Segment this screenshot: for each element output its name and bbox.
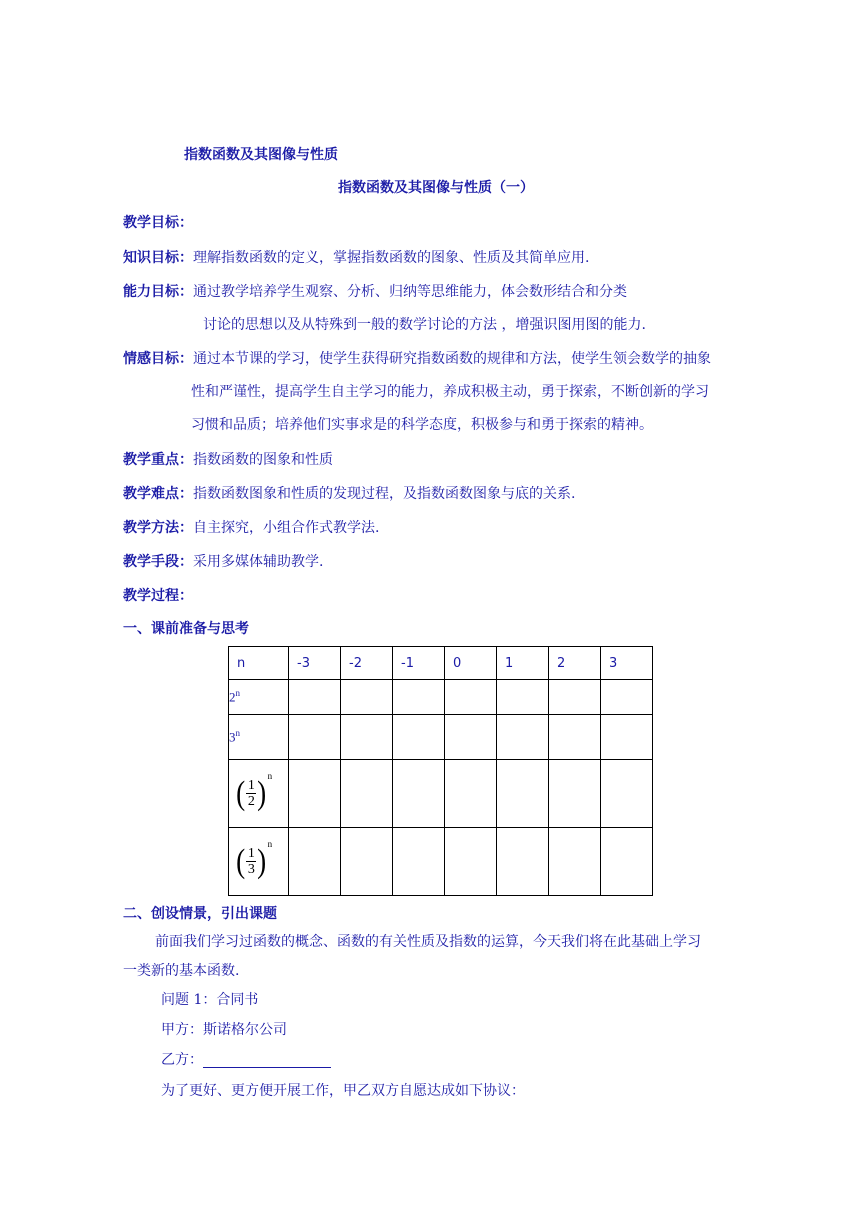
table-cell xyxy=(393,715,445,760)
table-cell xyxy=(601,828,653,896)
table-cell xyxy=(341,715,393,760)
emotion-objective-line2: 性和严谨性，提高学生自主学习的能力，养成积极主动，勇于探索，不断创新的学习 xyxy=(191,384,709,400)
table-cell xyxy=(549,828,601,896)
difficulty xyxy=(123,486,575,502)
table-cell xyxy=(289,680,341,715)
table-cell xyxy=(289,760,341,828)
teaching-method-label: 教学方法： xyxy=(123,520,193,536)
key-point xyxy=(123,452,333,468)
table-cell xyxy=(393,760,445,828)
emotion-objective-label: 情感目标： xyxy=(123,351,193,367)
emotion-objective xyxy=(123,351,711,367)
table-cell xyxy=(601,715,653,760)
table-row xyxy=(229,715,653,760)
table-header-cell: -1 xyxy=(393,647,445,680)
table-header-cell: 1 xyxy=(497,647,549,680)
row-expression-half-n: ( 1 2 ) n xyxy=(229,760,289,828)
table-header-row xyxy=(229,647,653,680)
knowledge-objective-text: 理解指数函数的定义，掌握指数函数的图象、性质及其简单应用. xyxy=(193,250,590,266)
teaching-method xyxy=(123,520,379,536)
key-point-label: 教学重点： xyxy=(123,452,193,468)
exponent-table xyxy=(228,646,653,896)
emotion-objective-line3: 习惯和品质；培养他们实事求是的科学态度，积极参与和勇于探索的精神。 xyxy=(191,417,653,433)
agreement-line: 为了更好、更方便开展工作，甲乙双方自愿达成如下协议： xyxy=(161,1083,525,1099)
table-cell xyxy=(341,680,393,715)
teaching-means-text: 采用多媒体辅助教学. xyxy=(193,554,324,570)
table-cell xyxy=(497,760,549,828)
teaching-method-text: 自主探究，小组合作式教学法. xyxy=(193,520,380,536)
table-cell xyxy=(445,828,497,896)
table-cell xyxy=(497,680,549,715)
table-cell xyxy=(497,715,549,760)
teaching-means xyxy=(123,554,323,570)
table-cell xyxy=(549,760,601,828)
section-2-heading: 二、创设情景，引出课题 xyxy=(123,906,277,922)
table-header-cell: 2 xyxy=(549,647,601,680)
process-heading: 教学过程： xyxy=(123,588,193,604)
table-cell xyxy=(445,760,497,828)
table-cell xyxy=(445,715,497,760)
party-b-blank xyxy=(203,1053,331,1068)
party-b xyxy=(161,1052,331,1068)
table-cell xyxy=(445,680,497,715)
row-expression-3n: 3$^n$ xyxy=(229,715,289,760)
table-cell xyxy=(601,760,653,828)
objectives-heading: 教学目标： xyxy=(123,215,193,231)
table-cell xyxy=(341,828,393,896)
key-point-text: 指数函数的图象和性质 xyxy=(193,452,333,468)
row-expression-2n: 2$^n$ xyxy=(229,680,289,715)
table-cell xyxy=(393,680,445,715)
question-1: 问题 1：合同书 xyxy=(161,992,259,1008)
table-row xyxy=(229,680,653,715)
party-a: 甲方：斯诺格尔公司 xyxy=(161,1022,287,1038)
knowledge-objective-label: 知识目标： xyxy=(123,250,193,266)
table-header-cell: n xyxy=(229,647,289,680)
difficulty-label: 教学难点： xyxy=(123,486,193,502)
ability-objective-line1: 通过教学培养学生观察、分析、归纳等思维能力，体会数形结合和分类 xyxy=(193,284,627,300)
ability-objective-label: 能力目标： xyxy=(123,284,193,300)
table-cell xyxy=(341,760,393,828)
table-cell xyxy=(549,680,601,715)
row-expression-third-n: ( 1 3 ) n xyxy=(229,828,289,896)
document-header-title: 指数函数及其图像与性质 xyxy=(184,147,338,163)
table-cell xyxy=(497,828,549,896)
table-cell xyxy=(289,828,341,896)
table-header-cell: -3 xyxy=(289,647,341,680)
table-cell xyxy=(601,680,653,715)
party-b-label: 乙方： xyxy=(161,1052,203,1068)
ability-objective xyxy=(123,284,627,300)
table-header-cell: 3 xyxy=(601,647,653,680)
emotion-objective-line1: 通过本节课的学习，使学生获得研究指数函数的规律和方法，使学生领会数学的抽象 xyxy=(193,351,711,367)
intro-paragraph-line2: 一类新的基本函数. xyxy=(123,963,240,979)
difficulty-text: 指数函数图象和性质的发现过程，及指数函数图象与底的关系. xyxy=(193,486,576,502)
section-1-heading: 一、课前准备与思考 xyxy=(123,621,249,637)
table-header-cell: 0 xyxy=(445,647,497,680)
table-row xyxy=(229,760,653,828)
ability-objective-line2: 讨论的思想以及从特殊到一般的数学讨论的方法 ，增强识图用图的能力. xyxy=(203,317,646,333)
intro-paragraph-line1: 前面我们学习过函数的概念、函数的有关性质及指数的运算，今天我们将在此基础上学习 xyxy=(155,934,701,950)
table-header-cell: -2 xyxy=(341,647,393,680)
knowledge-objective xyxy=(123,250,589,266)
lesson-title: 指数函数及其图像与性质（一） xyxy=(338,180,534,196)
teaching-means-label: 教学手段： xyxy=(123,554,193,570)
table-cell xyxy=(289,715,341,760)
table-cell xyxy=(549,715,601,760)
table-cell xyxy=(393,828,445,896)
table-row xyxy=(229,828,653,896)
